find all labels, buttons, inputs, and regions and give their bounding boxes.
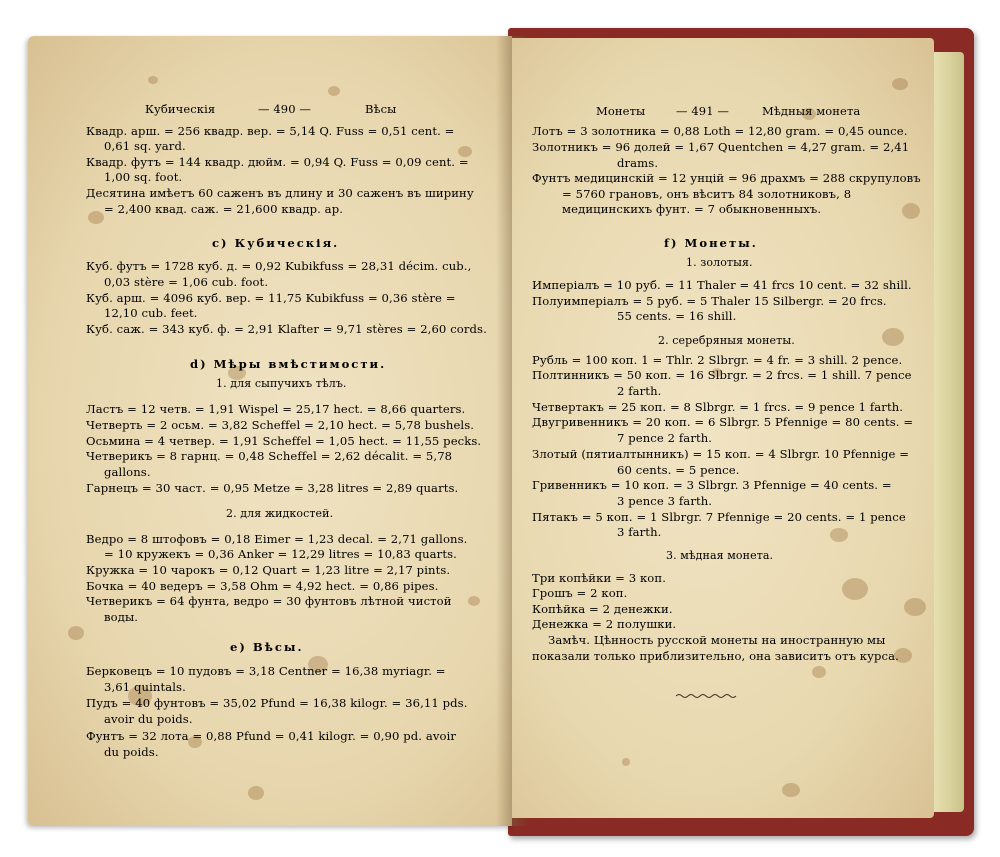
text-line: Куб. саж. = 343 куб. ф. = 2,91 Klafter = 9,71 stères = 2,60 cords.: [86, 322, 487, 336]
text-line: Десятина имѣетъ 60 саженъ въ длину и 30 саженъ въ ширину: [86, 186, 474, 200]
text-line: Пятакъ = 5 коп. = 1 Slbrgr. 7 Pfennige = 20 cents. = 1 pence: [532, 510, 906, 524]
text-line: Три копѣйки = 3 коп.: [532, 571, 666, 585]
subsection-heading: 1. золотыя.: [686, 256, 753, 269]
left-page-number: — 490 —: [258, 102, 311, 116]
text-line: воды.: [104, 610, 139, 624]
text-line: Двугривенникъ = 20 коп. = 6 Slbrgr. 5 Pfennige = 80 cents. =: [532, 415, 914, 429]
text-line: Фунтъ медицинскій = 12 унцій = 96 драхмъ = 288 скрупуловъ: [532, 171, 921, 185]
text-line: 55 cents. = 16 shill.: [617, 309, 737, 323]
right-page-number: — 491 —: [676, 104, 729, 118]
text-line: Злотый (пятиалтынникъ) = 15 коп. = 4 Slbrgr. 10 Pfennige =: [532, 447, 910, 461]
text-line: Фунтъ = 32 лота = 0,88 Pfund = 0,41 kilogr. = 0,90 pd. avoir: [86, 729, 457, 743]
text-line: Имперіалъ = 10 руб. = 11 Thaler = 41 frcs 10 cent. = 32 shill.: [532, 278, 912, 292]
text-line: Гарнецъ = 30 част. = 0,95 Metze = 3,28 litres = 2,89 quarts.: [86, 481, 459, 495]
text-line: 3 farth.: [617, 525, 662, 539]
section-heading: e) Вѣсы.: [230, 640, 304, 654]
text-line: Кружка = 10 чарокъ = 0,12 Quart = 1,23 litre = 2,17 pints.: [86, 563, 451, 577]
text-line: Полтинникъ = 50 коп. = 16 Slbrgr. = 2 frcs. = 1 shill. 7 pence: [532, 368, 912, 382]
ornament-divider: [676, 693, 738, 699]
right-header-left: Монеты: [596, 104, 646, 118]
text-line: Ластъ = 12 четв. = 1,91 Wispel = 25,17 hect. = 8,66 quarters.: [86, 402, 466, 416]
text-line: Полуимперіалъ = 5 руб. = 5 Thaler 15 Silbergr. = 20 frcs.: [532, 294, 887, 308]
text-line: Пудъ = 40 фунтовъ = 35,02 Pfund = 16,38 kilogr. = 36,11 pds.: [86, 696, 468, 710]
text-line: Куб. футъ = 1728 куб. д. = 0,92 Kubikfuss = 28,31 décim. cub.,: [86, 259, 472, 273]
text-line: 7 pence 2 farth.: [617, 431, 713, 445]
text-line: Золотникъ = 96 долей = 1,67 Quentchen = 4,27 gram. = 2,41: [532, 140, 910, 154]
text-line: показали только приблизительно, она зависитъ отъ курса.: [532, 649, 899, 663]
text-line: = 5760 грановъ, онъ вѣситъ 84 золотниковъ, 8: [562, 187, 852, 201]
subsection-heading: 2. серебряныя монеты.: [658, 334, 795, 347]
section-heading: f) Монеты.: [664, 236, 758, 250]
text-line: 3 pence 3 farth.: [617, 494, 713, 508]
text-line: Квадр. футъ = 144 квадр. дюйм. = 0,94 Q. Fuss = 0,09 cent. =: [86, 155, 469, 169]
text-line: Четверть = 2 осьм. = 3,82 Scheffel = 2,10 hect. = 5,78 bushels.: [86, 418, 475, 432]
text-line: Четвертакъ = 25 коп. = 8 Slbrgr. = 1 frcs. = 9 pence 1 farth.: [532, 400, 904, 414]
page-edges: [930, 52, 964, 812]
subsection-heading: 3. мѣдная монета.: [666, 549, 774, 562]
text-line: медицинскихъ фунт. = 7 обыкновенныхъ.: [562, 202, 822, 216]
subsection-heading: 2. для жидкостей.: [226, 507, 334, 520]
text-line: Четверикъ = 64 фунта, ведро = 30 фунтовъ лѣтной чистой: [86, 594, 452, 608]
text-line: Берковецъ = 10 пудовъ = 3,18 Centner = 16,38 myriagr. =: [86, 664, 446, 678]
left-header-left: Кубическія: [145, 102, 216, 116]
text-line: Куб. арш. = 4096 куб. вер. = 11,75 Kubikfuss = 0,36 stère =: [86, 291, 456, 305]
text-line: Квадр. арш. = 256 квадр. вер. = 5,14 Q. Fuss = 0,51 cent. =: [86, 124, 455, 138]
text-line: Четверикъ = 8 гарнц. = 0,48 Scheffel = 2,62 décalit. = 5,78: [86, 449, 453, 463]
section-heading: d) Мѣры вмѣстимости.: [190, 357, 387, 371]
text-line: drams.: [617, 156, 659, 170]
text-line: = 2,400 квад. саж. = 21,600 квадр. ар.: [104, 202, 343, 216]
text-line: Ведро = 8 штофовъ = 0,18 Eimer = 1,23 decal. = 2,71 gallons.: [86, 532, 468, 546]
text-line: Замѣч. Цѣнность русской монеты на иностранную мы: [548, 633, 886, 647]
text-line: 3,61 quintals.: [104, 680, 186, 694]
text-line: 60 cents. = 5 pence.: [617, 463, 740, 477]
text-line: 0,61 sq. yard.: [104, 139, 186, 153]
text-line: 2 farth.: [617, 384, 662, 398]
text-line: 0,03 stère = 1,06 cub. foot.: [104, 275, 269, 289]
text-line: 12,10 cub. feet.: [104, 306, 198, 320]
text-line: 1,00 sq. foot.: [104, 170, 183, 184]
text-line: Грошъ = 2 коп.: [532, 586, 628, 600]
right-header-right: Мѣдныя монета: [762, 104, 861, 118]
subsection-heading: 1. для сыпучихъ тѣлъ.: [216, 377, 347, 390]
left-header-right: Вѣсы: [365, 102, 397, 116]
section-heading: c) Кубическія.: [212, 236, 340, 250]
text-line: Осьмина = 4 четвер. = 1,91 Scheffel = 1,05 hect. = 11,55 pecks.: [86, 434, 482, 448]
text-line: = 10 кружекъ = 0,36 Anker = 12,29 litres = 10,83 quarts.: [104, 547, 457, 561]
text-line: avoir du poids.: [104, 712, 193, 726]
text-line: Рубль = 100 коп. 1 = Thlr. 2 Slbrgr. = 4 fr. = 3 shill. 2 pence.: [532, 353, 903, 367]
text-line: Денежка = 2 полушки.: [532, 617, 677, 631]
text-line: Бочка = 40 ведеръ = 3,58 Ohm = 4,92 hect. = 0,86 pipes.: [86, 579, 439, 593]
text-line: Копѣйка = 2 денежки.: [532, 602, 673, 616]
text-line: Лотъ = 3 золотника = 0,88 Loth = 12,80 gram. = 0,45 ounce.: [532, 124, 908, 138]
text-line: du poids.: [104, 745, 159, 759]
text-line: gallons.: [104, 465, 151, 479]
text-line: Гривенникъ = 10 коп. = 3 Slbrgr. 3 Pfennige = 40 cents. =: [532, 478, 892, 492]
